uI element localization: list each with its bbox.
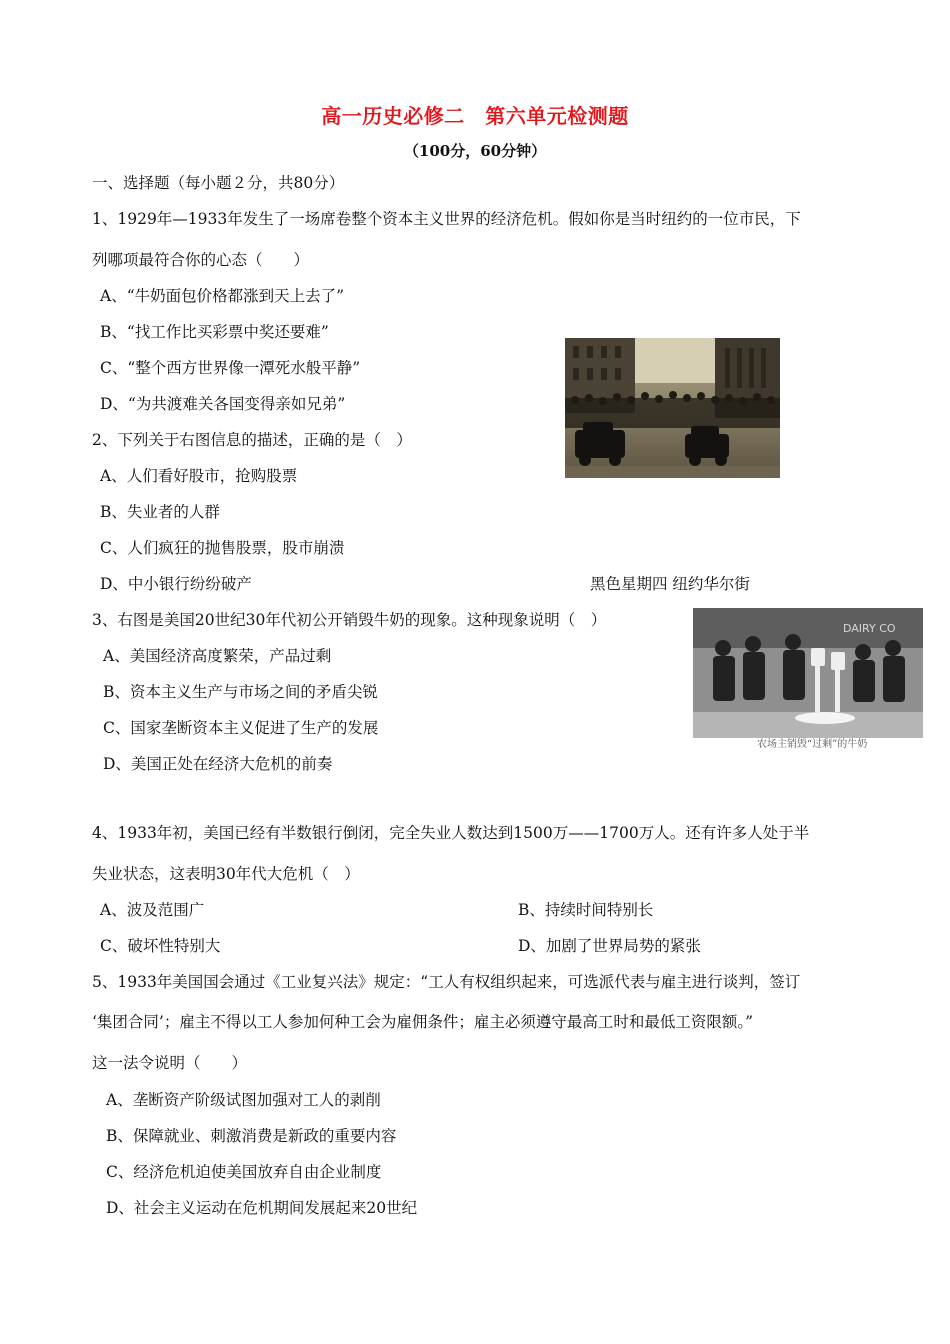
q1-option-b: B、“找工作比买彩票中奖还要难”	[100, 323, 329, 341]
q5-option-b: B、保障就业、刺激消费是新政的重要内容	[106, 1127, 397, 1145]
q2-stem: 2、下列关于右图信息的描述，正确的是（ ）	[92, 431, 412, 449]
dairy-sign-text: DAIRY CO	[843, 622, 896, 635]
page-subtitle: （100分，60分钟）	[403, 142, 547, 160]
q5-option-c: C、经济危机迫使美国放弃自由企业制度	[106, 1163, 382, 1181]
q4-stem-line1: 4、1933年初，美国已经有半数银行倒闭，完全失业人数达到1500万——1700万人。还有许多人处于半	[92, 824, 810, 842]
q2-photo-caption: 黑色星期四 纽约华尔街	[590, 575, 750, 593]
page-title: 高一历史必修二 第六单元检测题	[321, 104, 629, 128]
q2-option-b: B、失业者的人群	[100, 503, 220, 521]
q2-option-c: C、人们疯狂的抛售股票，股市崩溃	[100, 539, 345, 557]
q3-stem: 3、右图是美国20世纪30年代初公开销毁牛奶的现象。这种现象说明（ ）	[92, 611, 607, 629]
wall-street-crowd-photo	[565, 338, 780, 478]
q3-option-b: B、资本主义生产与市场之间的矛盾尖锐	[103, 683, 378, 701]
q5-stem-line1: 5、1933年美国国会通过《工业复兴法》规定：“工人有权组织起来，可选派代表与雇主进行谈判，签订	[92, 973, 801, 991]
q2-option-a: A、人们看好股市，抢购股票	[100, 467, 298, 485]
q1-stem-line1: 1、1929年—1933年发生了一场席卷整个资本主义世界的经济危机。假如你是当时纽约的一位市民，下	[92, 210, 801, 228]
q5-option-d: D、社会主义运动在危机期间发展起来20世纪	[106, 1199, 418, 1217]
q4-option-c: C、破坏性特别大	[100, 937, 221, 955]
q3-photo-caption: 农场主销毁“过剩”的牛奶	[757, 739, 868, 750]
q2-option-d: D、中小银行纷纷破产	[100, 575, 252, 593]
q3-option-c: C、国家垄断资本主义促进了生产的发展	[103, 719, 379, 737]
q4-stem-line2: 失业状态，这表明30年代大危机（ ）	[92, 865, 360, 883]
q1-option-a: A、“牛奶面包价格都涨到天上去了”	[100, 287, 345, 305]
q4-option-d: D、加剧了世界局势的紧张	[518, 937, 701, 955]
q1-option-d: D、“为共渡难关各国变得亲如兄弟”	[100, 395, 346, 413]
q5-option-a: A、垄断资产阶级试图加强对工人的剥削	[106, 1091, 381, 1109]
q1-option-c: C、“整个西方世界像一潭死水般平静”	[100, 359, 361, 377]
q4-option-b: B、持续时间特别长	[518, 901, 654, 919]
q3-option-a: A、美国经济高度繁荣，产品过剩	[103, 647, 332, 665]
section-heading: 一、选择题（每小题２分，共80分）	[92, 174, 345, 192]
q1-stem-line2: 列哪项最符合你的心态（ ）	[92, 251, 310, 269]
q5-stem-line2: ‘集团合同’；雇主不得以工人参加何种工会为雇佣条件；雇主必须遵守最高工时和最低工资限额。”	[92, 1013, 754, 1031]
q3-option-d: D、美国正处在经济大危机的前奏	[103, 755, 333, 773]
milk-dumping-photo	[693, 608, 923, 738]
q4-option-a: A、波及范围广	[100, 901, 205, 919]
q5-stem-line3: 这一法令说明（ ）	[92, 1054, 248, 1072]
